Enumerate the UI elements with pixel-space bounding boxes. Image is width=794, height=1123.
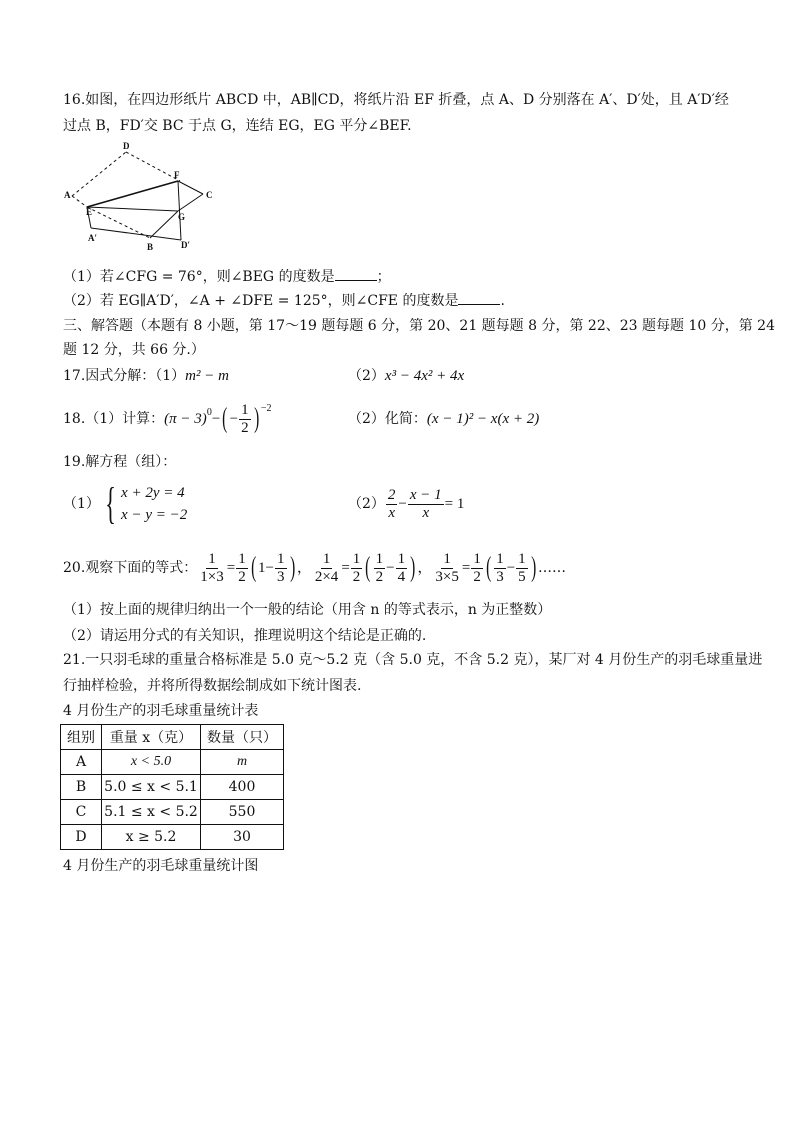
equation-2: x − y = −2: [121, 507, 188, 523]
q18-label: 18.（1）计算：: [63, 411, 165, 427]
q16-part2: [63, 290, 505, 311]
system-brace: {: [105, 479, 116, 528]
cell-weight: x ≥ 5.2: [102, 825, 201, 850]
label-G: G: [178, 212, 186, 222]
edge-DF: [126, 152, 180, 181]
edge-GB: [150, 211, 178, 238]
q17-part2: [348, 366, 464, 386]
q20-part1: （1）按上面的规律归纳出一个一般的结论（用含 n 的等式表示，n 为正整数）: [63, 602, 552, 618]
q18-label2: （2）化简：: [348, 411, 427, 427]
q20-ellipsis: ……: [537, 560, 566, 576]
q19-p1-label: （1）: [63, 496, 100, 512]
q18-minus: −: [211, 411, 221, 427]
frac-a-num: 2: [387, 486, 396, 503]
q19-label: 19.解方程（组）：: [63, 454, 177, 470]
fold-figure: [60, 140, 225, 255]
q16-part1-text: （1）若∠CFG = 76°，则∠BEG 的度数是: [63, 269, 335, 285]
equation-1: x + 2y = 4: [121, 485, 185, 501]
equation-system: [121, 482, 187, 526]
cell-group: C: [61, 800, 102, 825]
edge-AE: [72, 196, 87, 207]
q18: 18.（1）计算： (π − 3) $^0$ − ( − $\frac{1}{2}$ ) $^{-2}$: [63, 399, 272, 439]
table-header-row: [61, 725, 284, 750]
q18-part2: [348, 409, 539, 429]
q20-equations: 20.观察下面的等式： $\frac{1}{1\times 3}$ = $\frac{1}{2}$ ( 1− $\frac{1}{3}$ ) ， $\frac{1}{2\times 4}$ = $\frac{1}{2}$ ( $\frac{1}{2}$ − $\frac{1}{4}$ ) ， $\frac{1}{3\times 5}$ = $\frac{1}{2}$ ( $\frac{1}{3}$ − $\frac{1}{5}$ ) ……: [63, 550, 566, 585]
eq3-lhs: $\frac{1}{3\times 5}$: [435, 550, 459, 585]
q18-open-paren: (: [222, 403, 228, 434]
cell-group: A: [61, 750, 102, 775]
q17: [63, 366, 229, 386]
section3-line1: 三、解答题（本题有 8 小题，第 17～19 题每题 6 分，第 20、21 题每题 8 分，第 22、23 题每题 10 分，第 24: [63, 318, 775, 334]
label-E: E: [86, 207, 93, 217]
cell-weight: 5.0 ≤ x < 5.1: [102, 775, 201, 800]
q18-neg-exp: −2: [260, 403, 272, 414]
table-caption: 4 月份生产的羽毛球重量统计表: [63, 703, 259, 719]
edge-CG: [178, 194, 203, 211]
q19-frac-a: [386, 487, 398, 522]
q21-line1: 21.一只羽毛球的重量合格标准是 5.0 克～5.2 克（含 5.0 克，不含 5.2 克），某厂对 4 月份生产的羽毛球重量进: [63, 652, 763, 668]
frac-b-den: x: [422, 504, 430, 521]
cell-count: m: [201, 750, 284, 775]
q18-zero-exp: 0: [206, 407, 212, 418]
cell-group: D: [61, 825, 102, 850]
q16-part2-text: （2）若 EG∥A′D′，∠A + ∠DFE = 125°，则∠CFE 的度数是: [63, 293, 459, 309]
eq2-lhs: $\frac{1}{2\times 4}$: [314, 550, 339, 585]
q17-label2: （2）: [348, 368, 385, 384]
segment-EG: [87, 207, 178, 211]
answer-blank-2[interactable]: [458, 290, 500, 305]
q21-line2: 行抽样检验，并将所得数据绘制成如下统计图表.: [63, 678, 362, 694]
label-D-prime: D′: [181, 240, 191, 250]
q18-den: 2: [241, 419, 249, 436]
q19-rhs: = 1: [444, 496, 465, 512]
label-F: F: [174, 170, 180, 180]
cell-weight: x < 5.0: [102, 750, 201, 775]
section3-line2: 题 12 分，共 66 分.）: [63, 342, 205, 358]
q16-part1-end: ；: [376, 269, 391, 285]
frac-b-num: x − 1: [409, 486, 442, 503]
chart-caption: 4 月份生产的羽毛球重量统计图: [63, 858, 259, 874]
answer-blank-1[interactable]: [335, 266, 377, 281]
header-group: 组别: [61, 725, 102, 750]
q19-frac-b: [408, 487, 444, 522]
header-count: 数量（只）: [201, 725, 284, 750]
q18-num: 1: [241, 401, 249, 418]
table-row: [61, 750, 284, 775]
cell-count: 550: [201, 800, 284, 825]
cell-group: B: [61, 775, 102, 800]
label-A: A: [64, 190, 71, 200]
q16-line2: 过点 B，FD′交 BC 于点 G，连结 EG，EG 平分∠BEF.: [63, 118, 412, 134]
q20-label: 20.观察下面的等式：: [63, 560, 198, 576]
label-D: D: [123, 141, 130, 151]
frac-a-den: x: [388, 504, 395, 521]
cell-weight: 5.1 ≤ x < 5.2: [102, 800, 201, 825]
cell-count: 30: [201, 825, 284, 850]
edge-A-prime-D-prime: [91, 228, 181, 240]
fold-line-EF: [87, 181, 178, 207]
q19-p2-label: （2）: [348, 496, 385, 512]
q19-part2: （2） $\frac{2}{x}$ − $\frac{x - 1}{x}$ = 1: [348, 486, 465, 521]
eq1-lhs: $\frac{1}{1\times 3}$: [200, 550, 224, 585]
q16-part2-end: .: [500, 293, 505, 309]
q18-pi-term: (π − 3): [164, 411, 207, 427]
q18-expr2: (x − 1)² − x(x + 2): [426, 411, 540, 427]
q17-label: 17.因式分解：（1）: [63, 368, 186, 384]
q18-close-paren: ): [253, 403, 259, 434]
q18-half-fraction: [239, 402, 251, 437]
table-row: [61, 825, 284, 850]
weight-stats-table: [60, 724, 284, 850]
eq1-half: $\frac{1}{2}$: [238, 550, 246, 585]
edge-AD: [72, 152, 126, 196]
q17-expr2: x³ − 4x² + 4x: [384, 368, 465, 384]
q16-part1: [63, 266, 391, 287]
q16-line1: 16.如图，在四边形纸片 ABCD 中，AB∥CD，将纸片沿 EF 折叠，点 A、D 分别落在 A′、D′处，且 A′D′经: [63, 92, 729, 108]
cell-count: 400: [201, 775, 284, 800]
header-weight: 重量 x（克）: [102, 725, 201, 750]
table-row: [61, 775, 284, 800]
label-C: C: [206, 190, 213, 200]
table-row: [61, 800, 284, 825]
q17-expr1: m² − m: [185, 368, 229, 384]
edge-FC: [178, 181, 203, 194]
q19-part1: [63, 480, 187, 528]
label-A-prime: A′: [88, 233, 98, 243]
q20-part2: （2）请运用分式的有关知识，推理说明这个结论是正确的.: [63, 628, 427, 644]
label-B: B: [147, 242, 154, 252]
